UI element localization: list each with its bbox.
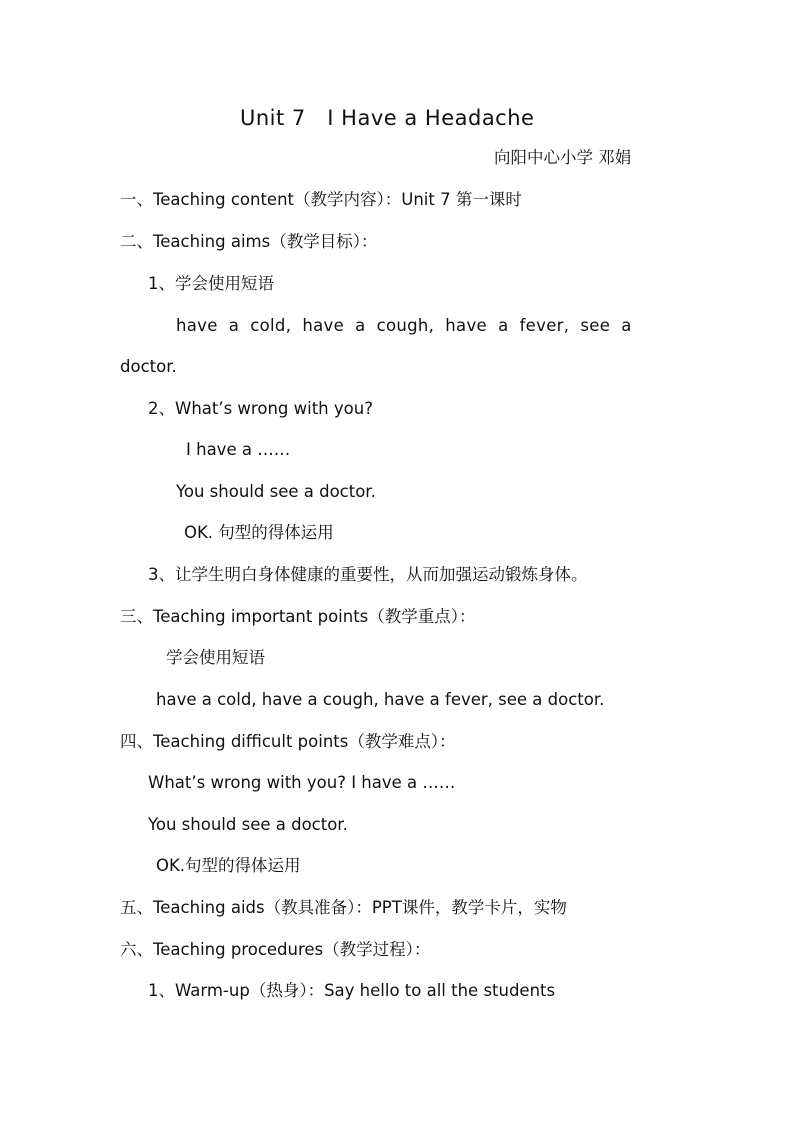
section-teaching-content: 一、Teaching content（教学内容）：Unit 7 第一课时 [120, 190, 522, 209]
difficult-points-line1: What’s wrong with you? I have a …… [148, 773, 456, 792]
aim-1-heading: 1、学会使用短语 [148, 274, 274, 293]
aim-3: 3、让学生明白身体健康的重要性，从而加强运动锻炼身体。 [148, 565, 588, 584]
section-teaching-procedures: 六、Teaching procedures（教学过程）： [120, 940, 431, 959]
page-title: Unit 7 I Have a Headache [240, 106, 535, 130]
aim-1-phrases-line2: doctor. [120, 357, 177, 376]
aim-1-phrases-line1: have a cold, have a cough, have a fever, see a [176, 316, 632, 335]
section-important-points: 三、Teaching important points（教学重点）： [120, 607, 476, 626]
aim-2-answer-1: I have a …… [186, 440, 291, 459]
aim-2-question: 2、What’s wrong with you? [148, 399, 373, 418]
section-difficult-points: 四、Teaching difficult points（教学难点）： [120, 732, 456, 751]
section-teaching-aims: 二、Teaching aims（教学目标）： [120, 232, 378, 251]
important-points-heading: 学会使用短语 [166, 648, 265, 667]
aim-2-answer-3: OK. 句型的得体运用 [184, 523, 334, 542]
important-points-phrases: have a cold, have a cough, have a fever, see a doctor. [156, 690, 605, 709]
difficult-points-line2: You should see a doctor. [148, 815, 348, 834]
difficult-points-line3: OK.句型的得体运用 [156, 856, 301, 875]
procedure-1-warmup: 1、Warm-up（热身）：Say hello to all the students [148, 981, 556, 1000]
author-line: 向阳中心小学 邓娟 [494, 148, 632, 167]
aim-2-answer-2: You should see a doctor. [176, 482, 376, 501]
section-teaching-aids: 五、Teaching aids（教具准备）：PPT课件，教学卡片，实物 [120, 898, 567, 917]
